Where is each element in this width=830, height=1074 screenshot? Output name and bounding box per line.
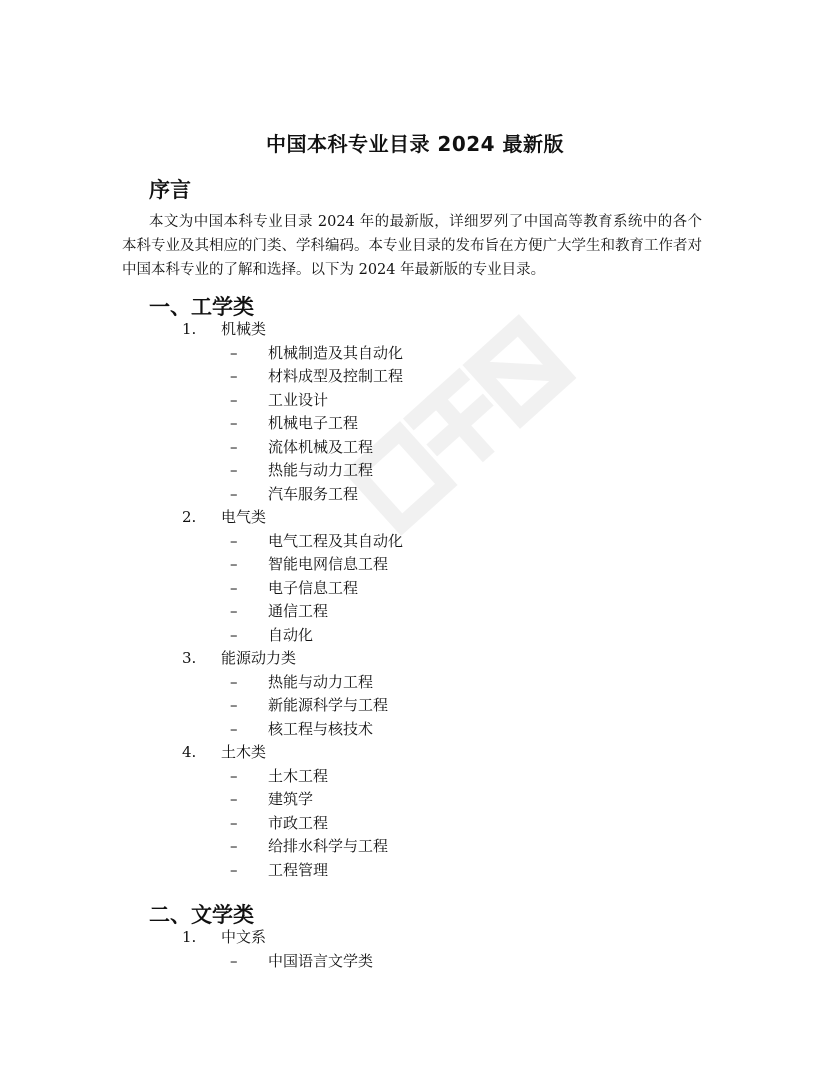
category-number: 2. xyxy=(182,508,197,526)
major-item xyxy=(0,436,830,460)
major-label: 材料成型及控制工程 xyxy=(268,367,404,385)
major-label: 建筑学 xyxy=(268,790,314,808)
major-item xyxy=(0,342,830,366)
dash-bullet: – xyxy=(230,578,238,597)
major-item xyxy=(0,600,830,624)
major-item xyxy=(0,694,830,718)
dash-bullet: – xyxy=(230,343,238,362)
dash-bullet: – xyxy=(230,484,238,503)
dash-bullet: – xyxy=(230,696,238,714)
major-item xyxy=(0,788,830,812)
major-label: 机械制造及其自动化 xyxy=(268,343,404,362)
major-item xyxy=(0,530,830,554)
category-label: 中文系 xyxy=(221,928,267,946)
category-label: 电气类 xyxy=(221,508,267,526)
category-number: 3. xyxy=(182,649,197,667)
major-label: 机械电子工程 xyxy=(268,414,359,432)
major-label: 自动化 xyxy=(268,625,314,644)
major-label: 电子信息工程 xyxy=(268,578,359,597)
major-label: 土木工程 xyxy=(268,766,329,785)
dash-bullet: – xyxy=(230,672,238,691)
major-label: 流体机械及工程 xyxy=(268,437,374,456)
category-number: 4. xyxy=(182,743,197,761)
major-item xyxy=(0,950,830,974)
section-heading: 二、文学类 xyxy=(149,903,254,927)
major-label: 核工程与核技术 xyxy=(268,719,374,738)
major-label: 工业设计 xyxy=(268,390,329,409)
major-item xyxy=(0,389,830,413)
category-item xyxy=(0,741,830,765)
section-list xyxy=(0,318,830,882)
dash-bullet: – xyxy=(230,766,238,785)
dash-bullet: – xyxy=(230,414,238,432)
dash-bullet: – xyxy=(230,367,238,385)
major-item xyxy=(0,577,830,601)
major-item xyxy=(0,624,830,648)
major-label: 给排水科学与工程 xyxy=(268,837,389,855)
major-item xyxy=(0,765,830,789)
major-label: 智能电网信息工程 xyxy=(268,555,389,573)
major-item xyxy=(0,859,830,883)
category-number: 1. xyxy=(182,928,197,946)
dash-bullet: – xyxy=(230,437,238,456)
dash-bullet: – xyxy=(230,531,238,550)
preface-paragraph: 本文为中国本科专业目录 2024 年的最新版，详细罗列了中国高等教育系统中的各个本科专业及其相应的门类、学科编码。本专业目录的发布旨在方便广大学生和教育工作者对中国本科专业的了解和选择。以下为 2024 年最新版的专业目录。 xyxy=(122,214,702,278)
preface-heading: 序言 xyxy=(149,178,191,202)
dash-bullet: – xyxy=(230,951,238,970)
section-heading: 一、工学类 xyxy=(149,295,254,319)
major-label: 电气工程及其自动化 xyxy=(268,531,404,550)
dash-bullet: – xyxy=(230,390,238,409)
dash-bullet: – xyxy=(230,625,238,644)
category-item xyxy=(0,318,830,342)
dash-bullet: – xyxy=(230,602,238,620)
category-item xyxy=(0,647,830,671)
major-item xyxy=(0,835,830,859)
major-item xyxy=(0,671,830,695)
dash-bullet: – xyxy=(230,790,238,808)
document-title: 中国本科专业目录 2024 最新版 xyxy=(265,132,565,156)
dash-bullet: – xyxy=(230,837,238,855)
category-label: 机械类 xyxy=(221,320,267,338)
dash-bullet: – xyxy=(230,860,238,879)
major-item xyxy=(0,365,830,389)
category-label: 能源动力类 xyxy=(221,649,297,667)
dash-bullet: – xyxy=(230,461,238,479)
dash-bullet: – xyxy=(230,555,238,573)
dash-bullet: – xyxy=(230,719,238,738)
category-number: 1. xyxy=(182,320,197,338)
section-list xyxy=(0,926,830,973)
major-item xyxy=(0,483,830,507)
major-label: 热能与动力工程 xyxy=(268,461,374,479)
major-label: 市政工程 xyxy=(268,813,329,832)
major-item xyxy=(0,412,830,436)
major-label: 新能源科学与工程 xyxy=(268,696,389,714)
dash-bullet: – xyxy=(230,813,238,832)
category-label: 土木类 xyxy=(221,743,267,761)
category-item xyxy=(0,506,830,530)
major-item xyxy=(0,459,830,483)
major-item xyxy=(0,718,830,742)
major-label: 汽车服务工程 xyxy=(268,484,359,503)
category-item xyxy=(0,926,830,950)
major-item xyxy=(0,812,830,836)
major-item xyxy=(0,553,830,577)
major-label: 中国语言文学类 xyxy=(268,951,374,970)
major-label: 热能与动力工程 xyxy=(268,672,374,691)
major-label: 通信工程 xyxy=(268,602,329,620)
major-label: 工程管理 xyxy=(268,860,329,879)
